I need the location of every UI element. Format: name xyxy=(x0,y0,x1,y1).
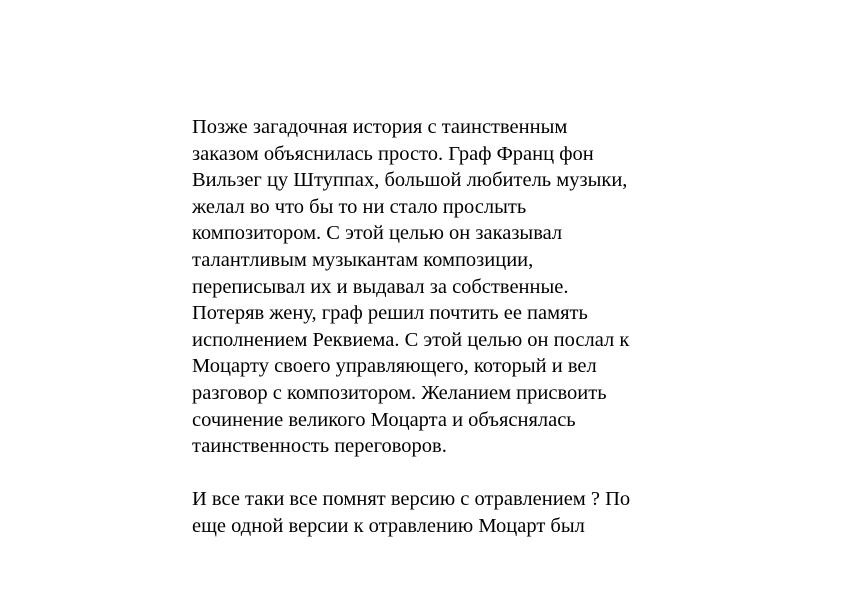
text-line: Потеряв жену, граф решил почтить ее память xyxy=(192,302,588,325)
text-line: таинственность переговоров. xyxy=(192,435,447,458)
text-line: И все таки все помнят версию с отравлением ? По xyxy=(192,488,631,511)
text-line: заказом объяснилась просто. Граф Франц фон xyxy=(192,142,594,165)
document-body xyxy=(192,114,712,540)
paragraph-2 xyxy=(192,486,712,539)
paragraph-gap xyxy=(192,460,712,487)
text-line: сочинение великого Моцарта и объяснялась xyxy=(192,408,576,431)
text-line: Позже загадочная история с таинственным xyxy=(192,116,568,138)
text-line: Вильзег цу Штуппах, большой любитель музыки, xyxy=(192,169,628,192)
text-line: желал во что бы то ни стало прослыть xyxy=(192,195,527,218)
text-line: исполнением Реквиема. С этой целью он послал к xyxy=(192,328,630,351)
text-line: разговор с композитором. Желанием присвоить xyxy=(192,381,607,404)
text-line: еще одной версии к отравлению Моцарт был xyxy=(192,514,585,537)
paragraph-1 xyxy=(192,114,712,460)
text-line: талантливым музыкантам композиции, xyxy=(192,248,534,271)
text-line: переписывал их и выдавал за собственные. xyxy=(192,275,569,298)
text-line: композитором. С этой целью он заказывал xyxy=(192,222,563,245)
text-line: Моцарту своего управляющего, который и вел xyxy=(192,355,597,378)
